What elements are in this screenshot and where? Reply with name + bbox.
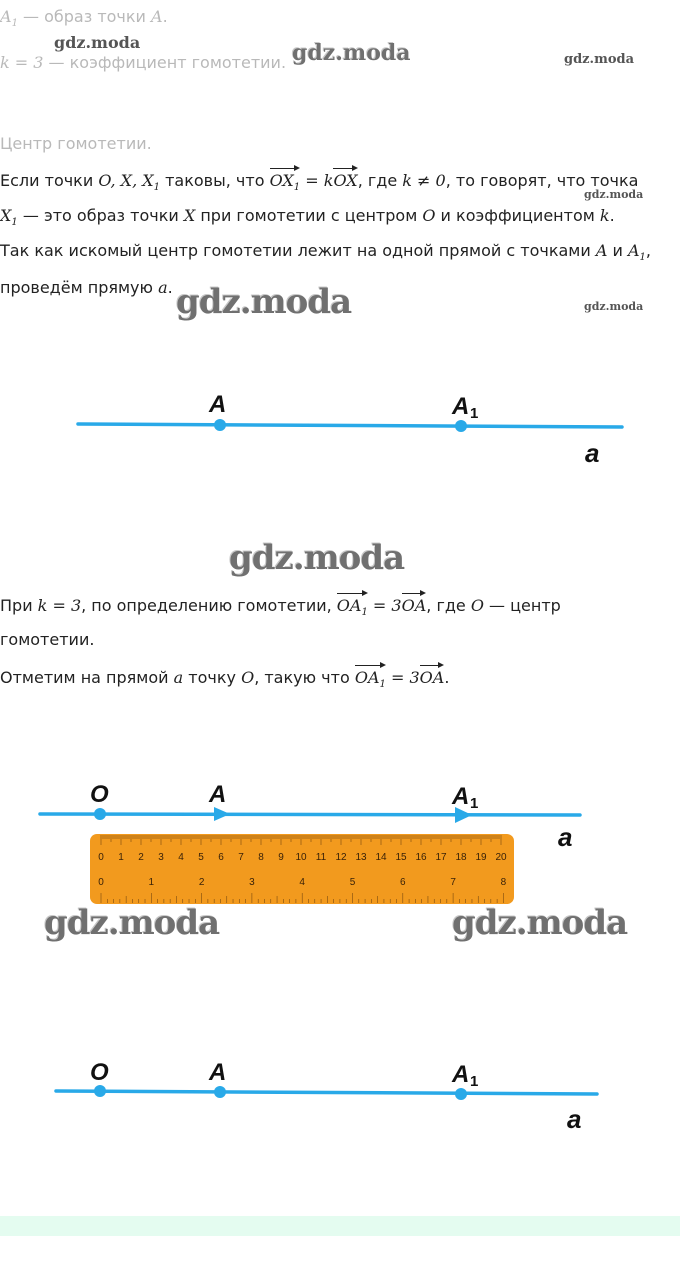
point-a1-dot [455,420,467,432]
ruler-cm-label: 3 [158,852,164,863]
ruler-cm-label: 13 [355,852,367,863]
watermark: gdz.moda [584,188,644,201]
definition-line-2: $X_1$ — это образ точки X при гомотетии с центром O и коэффициентом k. [0,206,615,229]
vector-oa1-2: $OA_1$ [355,665,386,696]
label-a1-sub: 1 [470,1073,479,1090]
label-a: A [209,1059,227,1086]
text: — коэффициент гомотетии. [43,53,287,72]
point-a: A [151,7,163,26]
point-o-dot [94,1085,106,1097]
figure-final-construction [0,1050,680,1140]
ruler-cm-label: 14 [375,852,387,863]
ruler-inch-label: 4 [299,877,305,888]
label-o: O [90,781,109,808]
vector-oa-2: OA [420,665,445,689]
figure-line-a-points [0,380,680,480]
ruler-inch-label: 1 [148,877,155,888]
ruler-cm-label: 9 [278,852,284,863]
ruler-cm-label: 11 [315,852,327,863]
line-a [78,424,622,427]
ruler [90,834,514,904]
paragraph2-line-1: При k = 3, по определению гомотетии, $OA_1 = 3OA$, где O — центр [0,593,561,624]
watermark: gdz.moda [44,903,220,943]
vector-oa: OA [402,593,427,617]
arrow-a [214,807,230,821]
label-a: A [209,391,227,418]
ruler-cm-label: 5 [198,852,204,863]
point-a1: $A_1$ [0,7,18,30]
ruler-cm-label: 18 [455,852,467,863]
ruler-cm-label: 10 [295,852,307,863]
ruler-cm-label: 0 [98,852,104,863]
section-heading: Центр гомотетии. [0,134,152,153]
ruler-cm-label: 4 [178,852,184,863]
ruler-cm-label: 17 [435,852,447,863]
label-a1-sub: 1 [470,795,479,812]
label-a1: A [452,783,470,810]
watermark: gdz.moda [176,282,352,322]
k-equals: k = 3 [0,53,44,72]
ruler-inch-label: 0 [98,877,104,888]
footer-strip [0,1216,680,1236]
label-a1: A [452,1061,470,1088]
point-a-dot [214,419,226,431]
ruler-cm-label: 15 [395,852,407,863]
ruler-inch-label: 5 [349,877,356,888]
label-o: O [90,1059,109,1086]
ruler-cm-label: 7 [238,852,244,863]
label-a: A [209,781,227,808]
label-line-a: a [585,438,600,468]
ruler-cm-label: 12 [335,852,347,863]
label-a1: A [452,393,470,420]
watermark: gdz.moda [584,300,644,313]
vector-ox1: $OX_1$ [270,168,301,199]
text: — образ точки [17,7,152,26]
definition-line-1: Если точки O, X, $X_1$ таковы, что $OX_1$ = kOX, где k ≠ 0, то говорят, что точка [0,168,638,199]
ruler-inch-label: 8 [500,877,507,888]
top-line-1 [0,6,168,35]
vector-oa1: $OA_1$ [337,593,368,624]
ruler-cm-label: 1 [118,852,124,863]
paragraph1-line-2: проведём прямую a. [0,278,173,297]
top-line-2 [0,52,286,74]
watermark: gdz.moda [292,40,411,66]
paragraph2-line-3: Отметим на прямой a точку O, такую что $OA_1 = 3OA$. [0,665,449,696]
ruler-cm-label: 16 [415,852,427,863]
line-a [56,1091,597,1094]
vector-ox: OX [333,168,357,192]
label-line-a: a [558,822,573,852]
point-a-dot [214,1086,226,1098]
watermark: gdz.moda [564,52,635,67]
ruler-inch-label: 3 [249,877,255,888]
paragraph1-line-1: Так как искомый центр гомотетии лежит на одной прямой с точками A и $A_1$, [0,241,652,264]
ruler-inch-label: 7 [450,877,456,888]
ruler-inch-label: 6 [400,877,406,888]
label-line-a: a [567,1104,582,1134]
ruler-cm-label: 19 [475,852,487,863]
ruler-cm-label: 8 [258,852,264,863]
label-a1-sub: 1 [470,405,479,422]
watermark: gdz.moda [452,903,628,943]
ruler-cm-label: 2 [138,852,144,863]
text: . [162,7,168,26]
ruler-inch-label: 2 [198,877,205,888]
figure-ruler-construction [0,770,680,910]
watermark: gdz.moda [54,33,141,52]
point-o-dot [94,808,106,820]
paragraph2-line-2: гомотетии. [0,630,95,649]
line-a [40,814,580,815]
ruler-cm-label: 20 [495,852,507,863]
watermark: gdz.moda [229,538,405,578]
ruler-cm-label: 6 [218,852,224,863]
point-a1-dot [455,1088,467,1100]
